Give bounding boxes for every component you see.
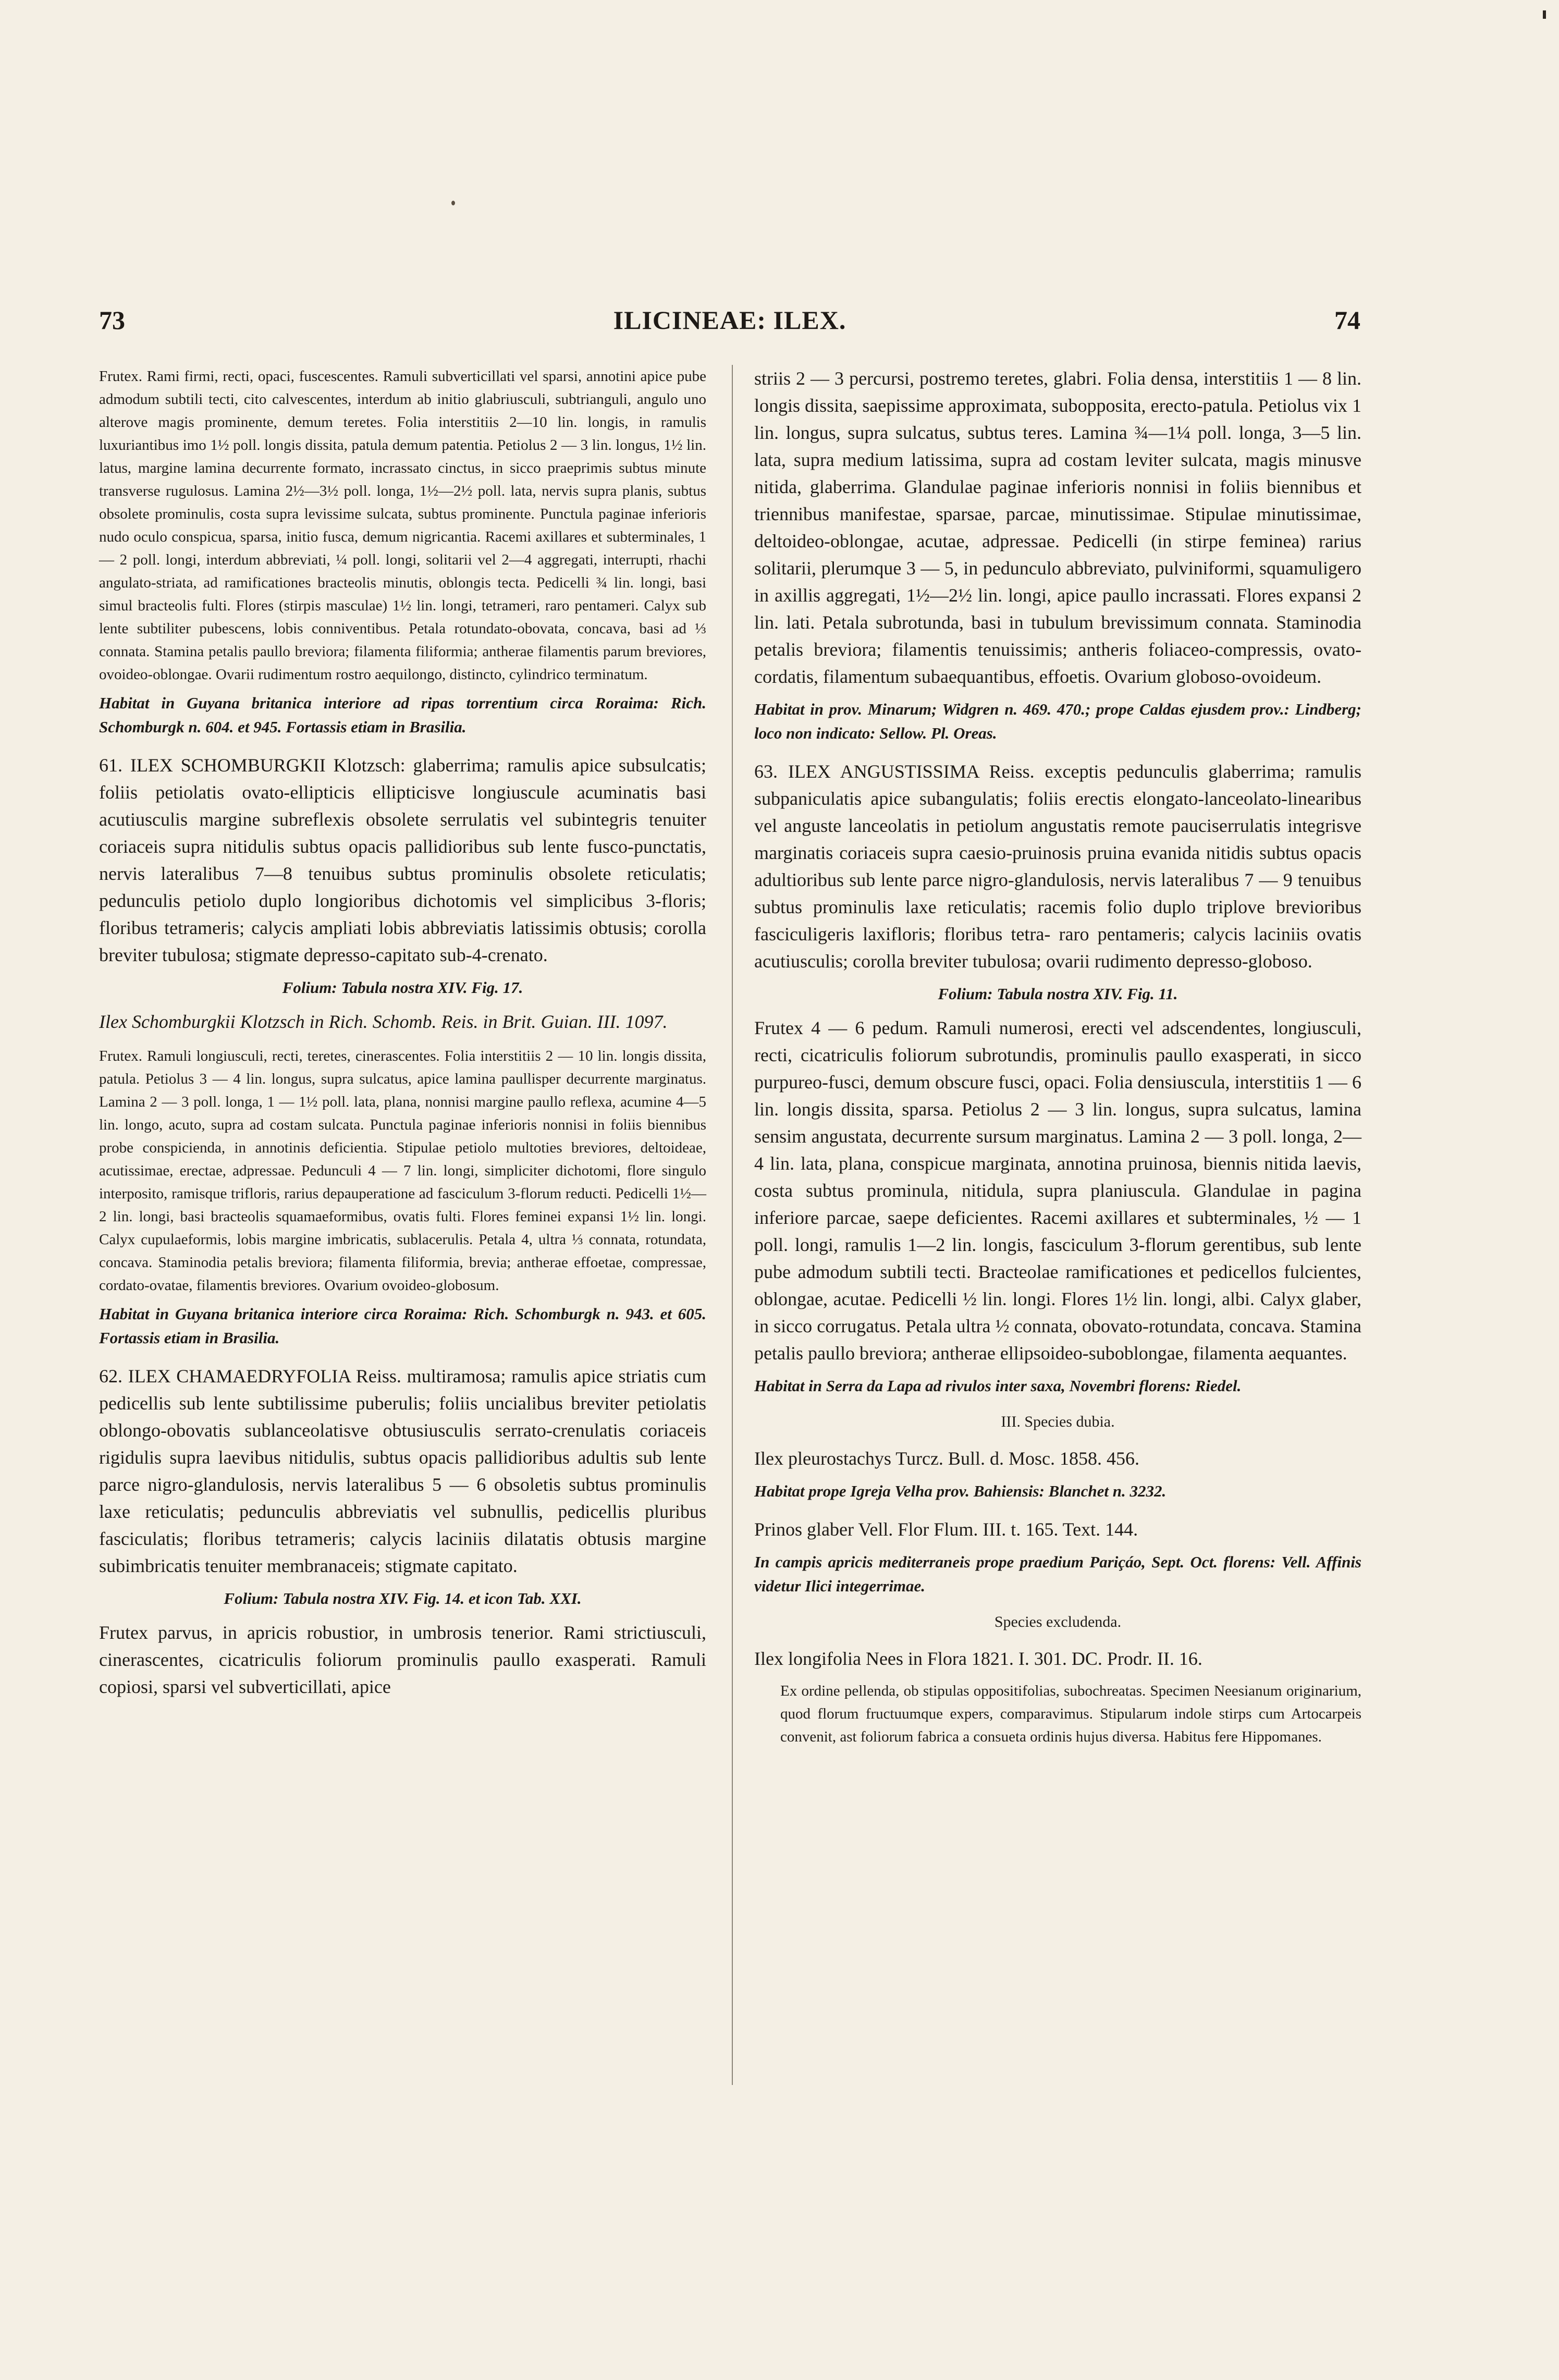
dubious-species-entry: Prinos glaber Vell. Flor Flum. III. t. 165. Text. 144. bbox=[754, 1519, 1138, 1540]
folium-reference: Folium: Tabula nostra XIV. Fig. 17. bbox=[282, 978, 523, 997]
habitat-note: Habitat in prov. Minarum; Widgren n. 469. 470.; prope Caldas ejusdem prov.: Lindberg; loco non indicato: Sellow. Pl. Oreas. bbox=[754, 700, 1361, 742]
habitat-note: Habitat in Serra da Lapa ad rivulos inter saxa, Novembri florens: Riedel. bbox=[754, 1377, 1242, 1395]
running-head: ILICINEAE: ILEX. bbox=[613, 305, 846, 335]
species-62-diagnosis: 62. ILEX CHAMAEDRYFOLIA Reiss. multiramosa; ramulis apice striatis cum pedicellis sub lente subtilissime puberulis; foliis uncialibus breviter petiolatis oblongo-obovatis sublanceolatisve obtusiusculis serrato-crenulatis coriaceis rigidulis supra laevibus nitidulis, subtus opacis pallidioribus adultis sub lente parce nigro-glandulosis, nervis lateralibus 5 — 6 obsoletis subtus prominulis laxe reticulatis; pedunculis abbreviatis vel subnullis, pedicellis pluribus fasciculatis; floribus tetrameris; calycis laciniis dilatatis obtusis margine subimbricatis tenuiter membranaceis; stigmate capitato. bbox=[99, 1366, 706, 1576]
species-61-diagnosis: 61. ILEX SCHOMBURGKII Klotzsch: glaberrima; ramulis apice subsulcatis; foliis petiolatis ovato-ellipticis ellipticisve longiuscule acuminatis basi acutiusculis margine subreflexis obsolete serrulatis vel subintegris tenuiter coriaceis supra nitidulis subtus opacis pallidioribus sub lente fusco-punctatis, nervis lateralibus 7—8 tenuibus subtus prominulis obsolete reticulatis; pedunculis petiolo duplo longioribus dichotomis vel simplicibus 3-floris; floribus tetrameris; calycis ampliati lobis abbreviatis latissimis obtusis; corolla breviter tubulosa; stigmate depresso-capitato sub-4-crenato. bbox=[99, 755, 706, 965]
description-paragraph: Frutex 4 — 6 pedum. Ramuli numerosi, erecti vel adscendentes, longiusculi, recti, cicatriculis foliorum subrotundis, prominulis paullo exasperati, in sicco purpureo-fusci, demum obscure fusci, opaci. Folia densiuscula, interstitiis 1 — 6 lin. longis dissita, sparsa. Petiolus 2 — 3 lin. longus, supra sulcatus, lamina sensim angustata, decurrente sursum marginatus. Lamina 2 — 3 poll. longa, 2—4 lin. lata, plana, conspicue marginata, annotina pruinosa, biennis nitida laevis, costa subtus prominula, nitidula, supra planiuscula. Glandulae in pagina inferiore parcae, saepe deficientes. Racemi axillares et subterminales, ½ — 1 poll. longi, ramulis 1—2 lin. longis, fasciculum 3-florum gerentibus, sub lente pube admodum subtili tecti. Bracteolae ramificationes et pedicellos fulcientes, oblongae, acutae. Pedicelli ½ lin. longi. Flores 1½ lin. longi, albi. Calyx glaber, in sicco corrugatus. Petala ultra ½ connata, obovato-rotundata, concava. Stamina petalis paullo breviora; antherae ellipsoideo-suboblongae, filamenta aequantes. bbox=[754, 1017, 1361, 1364]
dubious-species-entry: Ilex pleurostachys Turcz. Bull. d. Mosc. 1858. 456. bbox=[754, 1448, 1139, 1469]
habitat-note: In campis apricis mediterraneis prope praedium Pariçáo, Sept. Oct. florens: Vell. Affinis videtur Ilici integerrimae. bbox=[754, 1553, 1361, 1595]
species-63-diagnosis: 63. ILEX ANGUSTISSIMA Reiss. exceptis pedunculis glaberrima; ramulis subpaniculatis apice subangulatis; foliis erectis elongato-lanceolato-linearibus vel anguste lanceolatis in petiolum angustatis remote pauciserrulatis integrisve marginatis coriaceis supra caesio-pruinosis pruina evanida nitidis subtus opacis adultioribus sub lente parce nigro-glandulosis, nervis lateralibus 7 — 9 tenuibus subtus prominulis laxe reticulatis; racemis folio duplo triplove brevioribus fasciculigeris laxifloris; floribus tetra- raro pentameris; calycis laciniis ovatis acutiusculis; corolla breviter tubulosa; ovarii rudimento depresso-globoso. bbox=[754, 761, 1361, 972]
page-number-left: 73 bbox=[99, 305, 125, 335]
page-number-right: 74 bbox=[1334, 305, 1360, 335]
edge-mark bbox=[1543, 10, 1546, 19]
section-heading-dubia: III. Species dubia. bbox=[1001, 1413, 1115, 1430]
description-paragraph: striis 2 — 3 percursi, postremo teretes, glabri. Folia densa, interstitiis 1 — 8 lin. longis dissita, saepissime approximata, subopposita, erecto-patula. Petiolus vix 1 lin. longus, supra sulcatus, subtus teres. Lamina ¾—1¼ poll. longa, 3—5 lin. lata, supra medium latissima, supra ad costam leviter sulcata, magis minusve nitida, glaberrima. Glandulae paginae inferioris nonnisi in foliis biennibus et triennibus manifestae, sparsae, parcae, minutissimae. Stipulae minutissimae, deltoideo-oblongae, acutae, adpressae. Pedicelli (in stirpe feminea) rarius solitarii, plerumque 3 — 5, in pedunculo abbreviato, pulviniformi, squamuligero in axillis aggregati, 1½—2½ lin. longi, apice paullo incrassati. Flores expansi 2 lin. lati. Petala subrotunda, basi in tubulum brevissimum connata. Staminodia petalis breviora; filamentis tenuissimis; antheris foliaceo-compressis, ovato-cordatis, filamentum subaequantibus, effoetis. Ovarium globoso-ovoideum. bbox=[754, 368, 1361, 687]
species-citation: Ilex Schomburgkii Klotzsch in Rich. Schomb. Reis. in Brit. Guian. III. 1097. bbox=[99, 1011, 668, 1032]
folium-reference: Folium: Tabula nostra XIV. Fig. 11. bbox=[938, 985, 1178, 1003]
folium-reference: Folium: Tabula nostra XIV. Fig. 14. et icon Tab. XXI. bbox=[224, 1589, 582, 1608]
description-paragraph: Frutex. Ramuli longiusculi, recti, teretes, cinerascentes. Folia interstitiis 2 — 10 lin. longis dissita, patula. Petiolus 3 — 4 lin. longus, supra sulcatus, apice lamina paullisper decurrente marginatus. Lamina 2 — 3 poll. longa, 1 — 1½ poll. lata, plana, nonnisi margine paullo reflexa, acumine 4—5 lin. longo, acuto, supra ad costam sulcata. Punctula paginae inferioris nonnisi in foliis biennibus probe conspicienda, in annotinis deficientia. Stipulae petiolo multoties breviores, deltoideae, acutissimae, erectae, adpressae. Pedunculi 4 — 7 lin. longi, simpliciter dichotomi, flore singulo interposito, ramisque trifloris, rarius depauperatione ad fasciculum 3-florum reducti. Pedicelli 1½—2 lin. longi, basi bracteolis squamaeformibus, ovatis fulti. Flores feminei expansi 1½ lin. longi. Calyx cupulaeformis, lobis margine imbricatis, sublacerulis. Petala 4, ultra ⅓ connata, rotundata, concava. Staminodia petalis breviora; filamenta filiformia, brevia; antherae effoetae, compressae, cordato-ovatae, filamentis breviores. Ovarium ovoideo-globosum. bbox=[99, 1048, 706, 1294]
description-paragraph: Frutex. Rami firmi, recti, opaci, fuscescentes. Ramuli subverticillati vel sparsi, annotini apice pube admodum subtili tecti, cito calvescentes, interdum ab initio glabriusculi, subtrianguli, angulo uno alterove magis prominente, demum teretes. Folia interstitiis 2—10 lin. longis, in ramulis luxuriantibus imo 1½ poll. longis dissita, patula demum patentia. Petiolus 2 — 3 lin. longus, 1½ lin. latus, margine lamina decurrente formato, incrassato cinctus, in sicco praeprimis subtus minute transverse rugulosus. Lamina 2½—3½ poll. longa, 1½—2½ poll. lata, nervis supra planis, subtus obsolete prominulis, costa supra levissime sulcata, subtus prominente. Punctula paginae inferioris nudo oculo conspicua, sparsa, initio fusca, demum nigricantia. Racemi axillares et subterminales, 1 — 2 poll. longi, interdum abbreviati, ¼ poll. longi, solitarii vel 2—4 aggregati, interrupti, rhachi angulato-striata, ad ramificationes bracteolis minutis, oblongis tecta. Pedicelli ¾ lin. longi, basi simul bracteolis fulti. Flores (stirpis masculae) 1½ lin. longi, tetrameri, raro pentameri. Calyx sub lente subtiliter pubescens, lobis conniventibus. Petala rotundato-obovata, concava, basi ad ⅓ connata. Stamina petalis paullo breviora; filamenta filiformia; antherae filamentis parum breviores, ovoideo-oblongae. Ovarii rudimentum rostro aequilongo, distincto, cylindrico terminatum. bbox=[99, 368, 706, 683]
exclusion-note: Ex ordine pellenda, ob stipulas oppositifolias, subochreatas. Specimen Neesianum originarium, quod florum fructuumque expers, comparavimus. Stipularum indole stirps cum Artocarpeis convenit, ast foliorum fabrica a consueta ordinis hujus diversa. Habitus fere Hippomanes. bbox=[780, 1683, 1361, 1745]
excluded-species-entry: Ilex longifolia Nees in Flora 1821. I. 301. DC. Prodr. II. 16. bbox=[754, 1648, 1202, 1669]
section-heading-excludenda: Species excludenda. bbox=[994, 1613, 1122, 1630]
description-paragraph: Frutex parvus, in apricis robustior, in umbrosis tenerior. Rami strictiusculi, cinerascentes, cicatriculis foliorum prominulis paullo exasperati. Ramuli copiosi, sparsi vel subverticillati, apice bbox=[99, 1622, 706, 1697]
page-header bbox=[99, 305, 1360, 352]
habitat-note: Habitat in Guyana britanica interiore circa Roraima: Rich. Schomburgk n. 943. et 605. Fortassis etiam in Brasilia. bbox=[99, 1305, 706, 1347]
right-column bbox=[754, 365, 1361, 1755]
printed-speck bbox=[451, 201, 455, 205]
column-divider bbox=[732, 365, 733, 2085]
habitat-note: Habitat prope Igreja Velha prov. Bahiensis: Blanchet n. 3232. bbox=[754, 1482, 1167, 1500]
left-column bbox=[99, 365, 706, 1708]
habitat-note: Habitat in Guyana britanica interiore ad ripas torrentium circa Roraima: Rich. Schomburgk n. 604. et 945. Fortassis etiam in Brasilia. bbox=[99, 694, 706, 736]
